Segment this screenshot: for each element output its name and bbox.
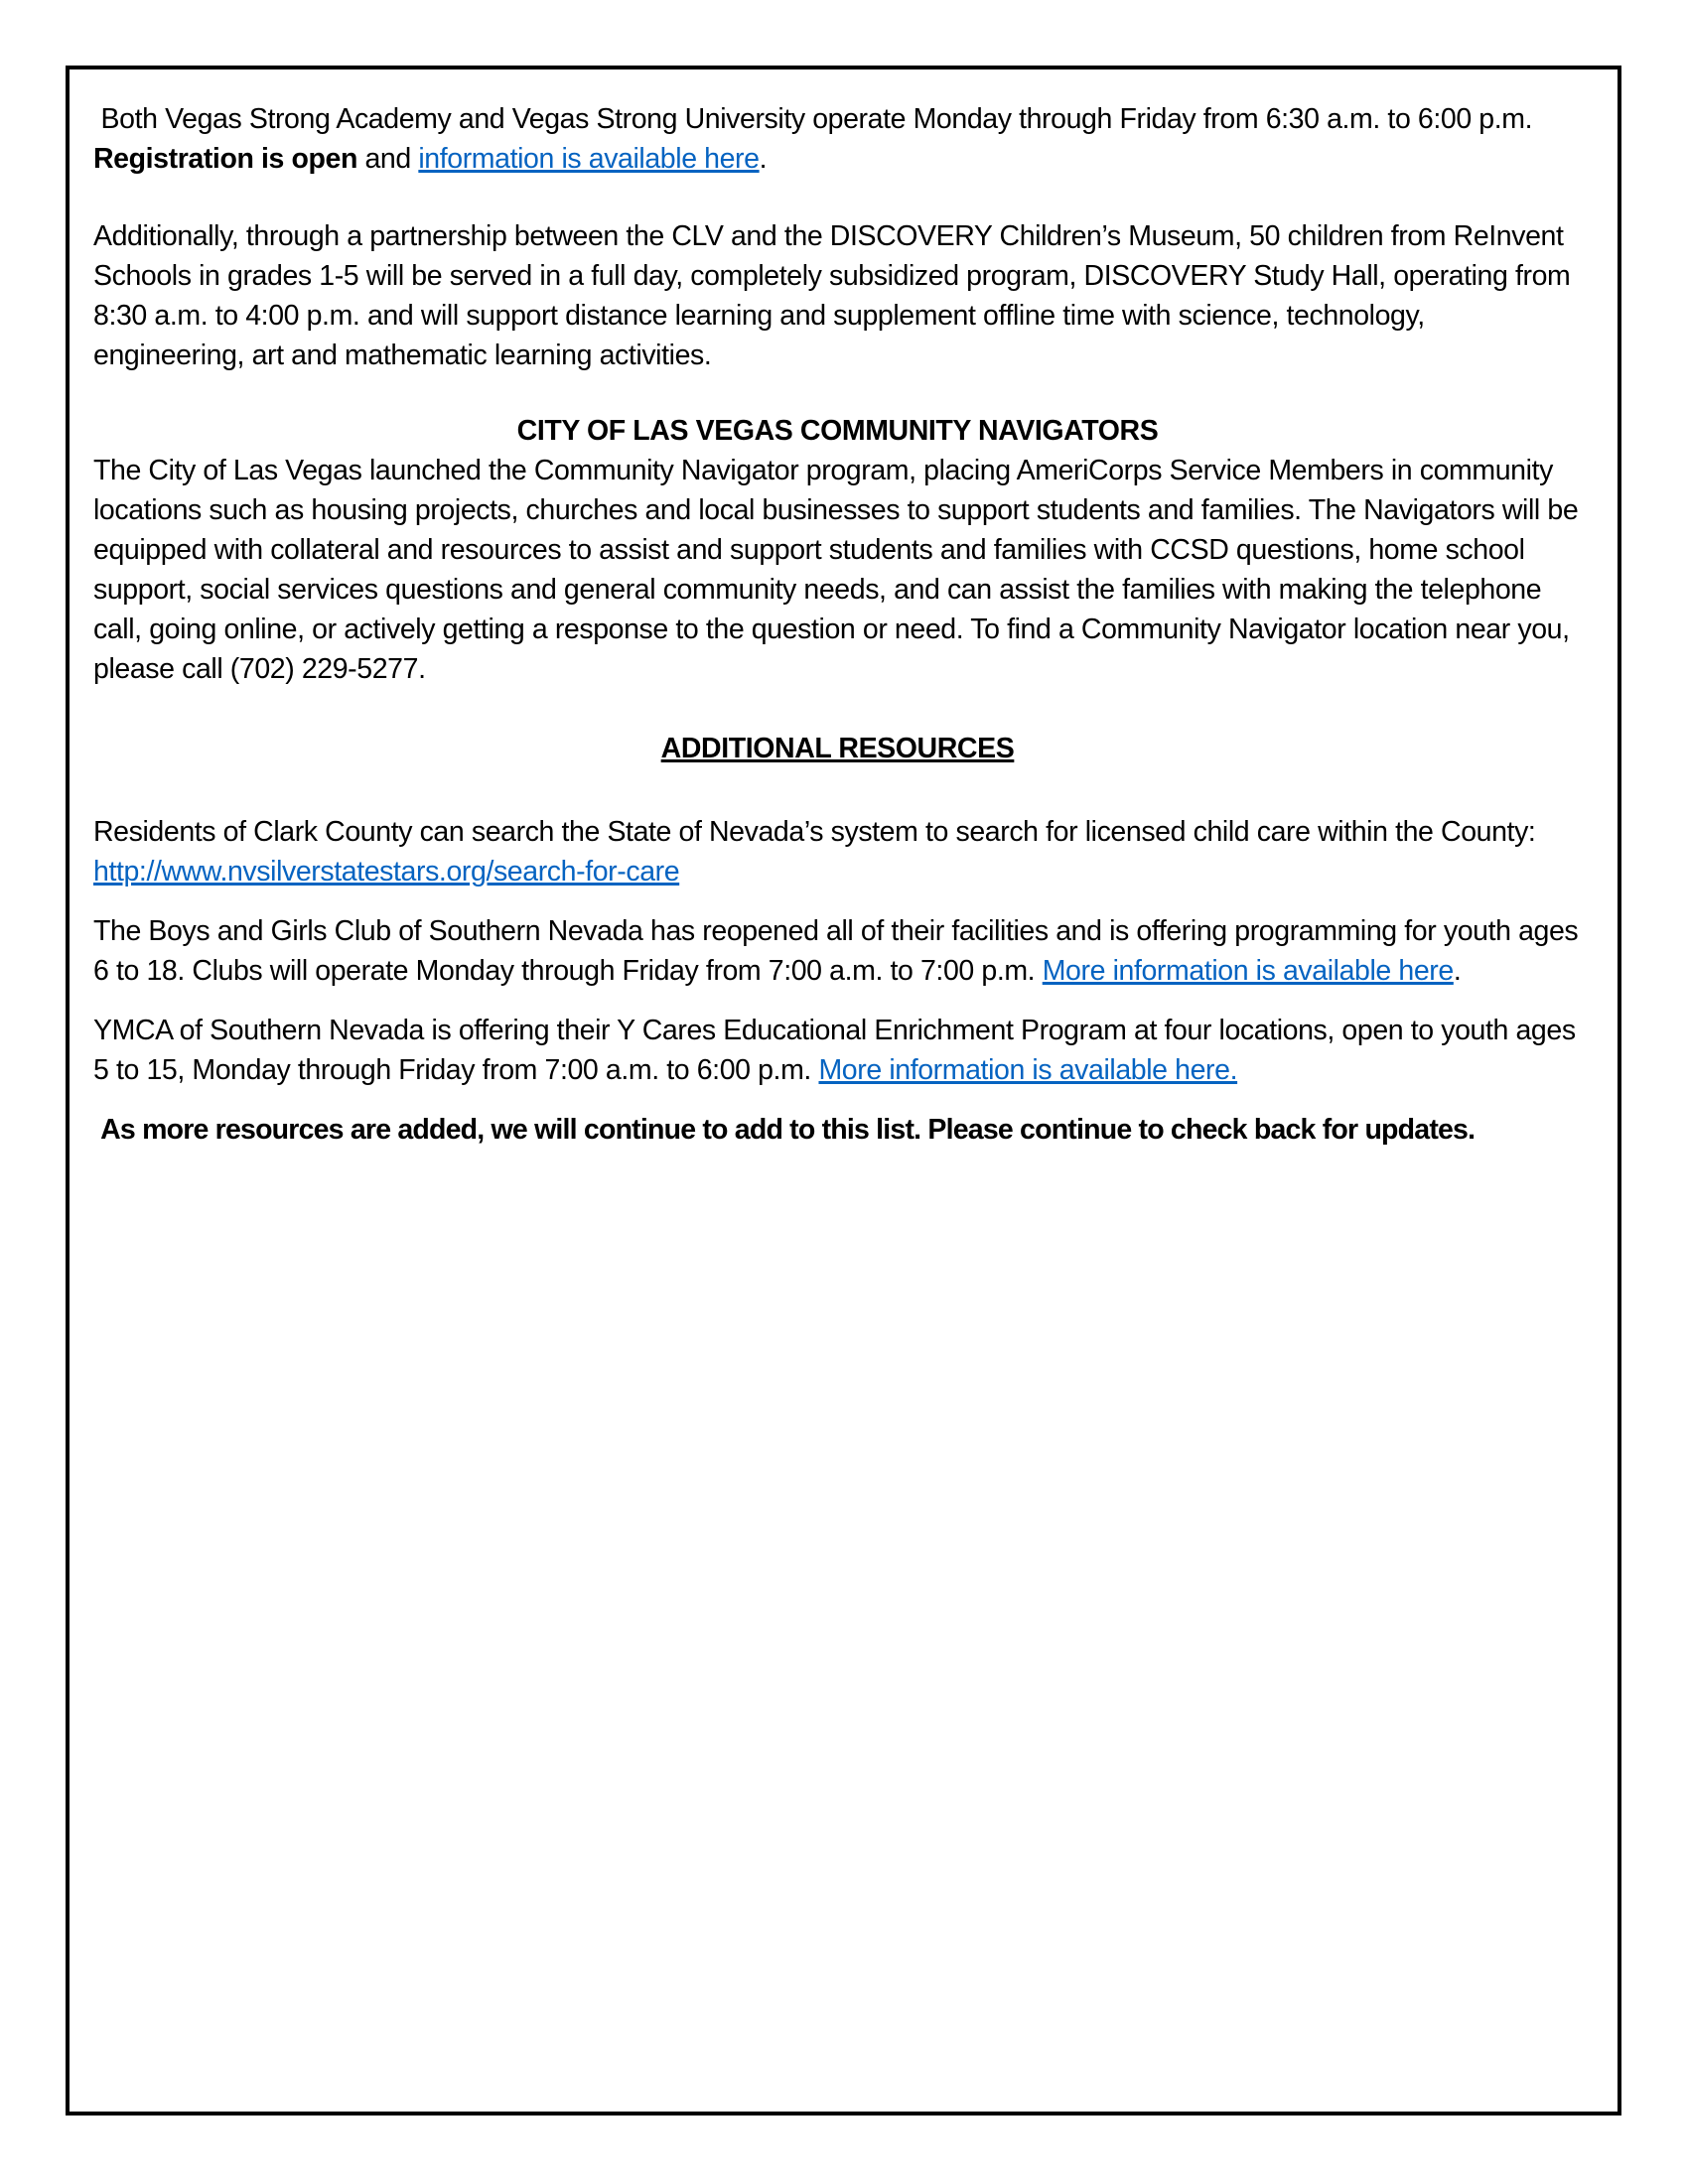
text-run: CITY OF LAS VEGAS COMMUNITY NAVIGATORS — [516, 415, 1159, 447]
updates-note-paragraph — [93, 1110, 1582, 1150]
text-run: As more resources are added, we will continue to add to this list. Please continue to check back for updates. — [93, 1114, 1476, 1146]
discovery-paragraph — [93, 216, 1582, 375]
text-run: Registration is open — [93, 143, 357, 175]
hyperlink[interactable]: More information is available here. — [818, 1054, 1238, 1086]
page-border — [66, 66, 1621, 2116]
hyperlink[interactable]: http://www.nvsilverstatestars.org/search-for-care — [93, 856, 680, 887]
navigators-heading — [93, 411, 1582, 451]
text-run: ADDITIONAL RESOURCES — [660, 733, 1015, 764]
childcare-search-paragraph — [93, 812, 1582, 891]
ymca-paragraph — [93, 1011, 1582, 1090]
hyperlink[interactable]: information is available here — [418, 143, 760, 175]
text-run: The City of Las Vegas launched the Community Navigator program, placing AmeriCorps Service Members in community locations such as housing projects, churches and local businesses to support students and families. The Navigators will be equipped with collateral and resources to assist and support students and families with CCSD questions, home school support, social services questions and general community needs, and can assist the families with making the telephone call, going online, or actively getting a response to the question or need. To find a Community Navigator location near you, please call (702) 229-5277. — [93, 455, 1586, 685]
text-run: YMCA of Southern Nevada is offering their Y Cares Educational Enrichment Program at four locations, open to youth ages 5 to 15, Monday through Friday from 7:00 a.m. to 6:00 p.m. — [93, 1015, 1584, 1086]
text-run: . — [1453, 955, 1462, 987]
text-run: and — [356, 143, 419, 175]
intro-paragraph — [93, 99, 1582, 179]
text-run: The Boys and Girls Club of Southern Nevada has reopened all of their facilities and is offering programming for youth ages 6 to 18. Clubs will operate Monday through Friday from 7:00 a.m. to 7:00 p.m. — [93, 915, 1586, 987]
text-run: Additionally, through a partnership between the CLV and the DISCOVERY Children’s Museum, 50 children from ReInvent Schools in grades 1-5 will be served in a full day, completely subsidized program, DISCOVERY Study Hall, operating from 8:30 a.m. to 4:00 p.m. and will support distance learning and supplement offline time with science, technology, engineering, art and mathematic learning activities. — [93, 220, 1578, 371]
text-run: . — [759, 143, 768, 175]
additional-resources-heading — [93, 729, 1582, 768]
document-content — [70, 69, 1618, 1150]
text-run: Both Vegas Strong Academy and Vegas Strong University operate Monday through Friday from 6:30 a.m. to 6:00 p.m. — [93, 103, 1540, 135]
boys-girls-club-paragraph — [93, 911, 1586, 991]
hyperlink[interactable]: More information is available here — [1042, 955, 1454, 987]
navigators-paragraph — [93, 451, 1586, 689]
text-run: Residents of Clark County can search the State of Nevada’s system to search for licensed child care within the County: — [93, 816, 1543, 848]
